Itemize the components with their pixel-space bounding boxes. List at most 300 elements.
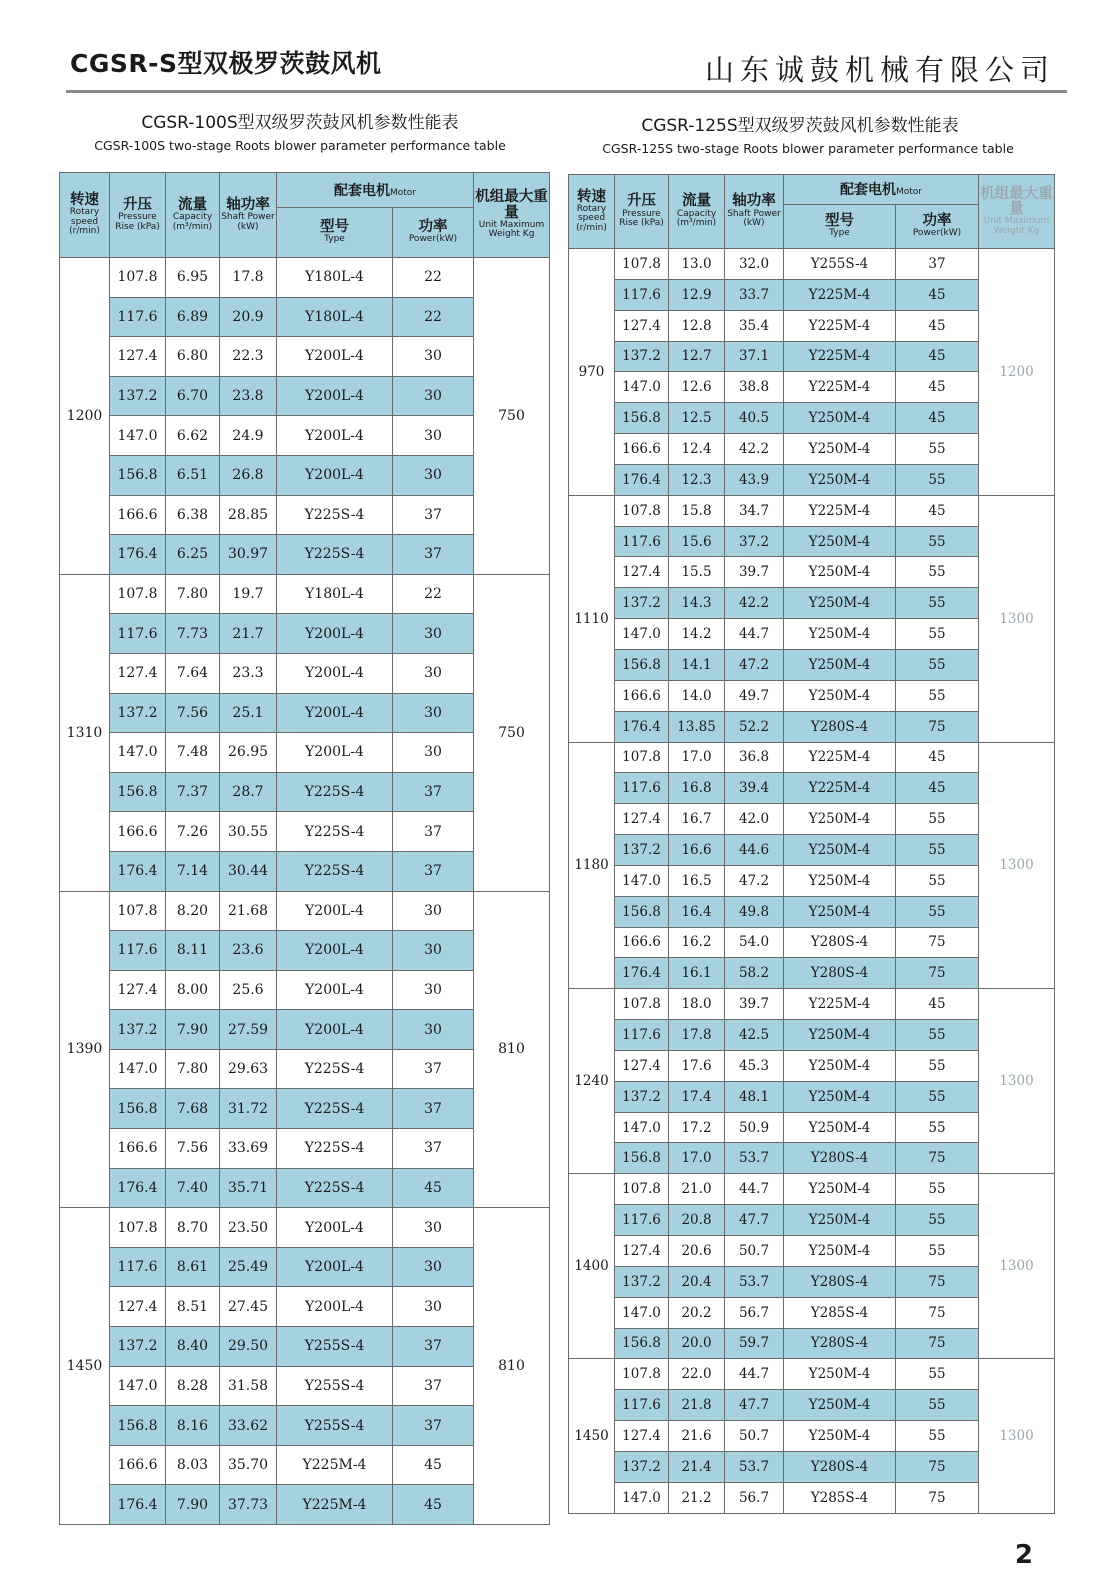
motor-type-cell: Y280S-4 [784, 927, 896, 958]
capacity-cell: 17.6 [669, 1050, 725, 1081]
motor-type-cell: Y225M-4 [784, 742, 896, 773]
motor-type-cell: Y200L-4 [277, 416, 393, 456]
pressure-cell: 107.8 [110, 891, 166, 931]
speed-cell: 1110 [569, 495, 615, 742]
shaft-power-cell: 56.7 [725, 1482, 784, 1513]
capacity-cell: 16.4 [669, 896, 725, 927]
motor-power-cell: 55 [896, 434, 979, 465]
motor-type-cell: Y250M-4 [784, 1081, 896, 1112]
pressure-cell: 117.6 [615, 773, 669, 804]
shaft-power-cell: 44.7 [725, 1174, 784, 1205]
motor-type-cell: Y255S-4 [277, 1406, 393, 1446]
motor-power-cell: 37 [393, 1129, 474, 1169]
capacity-cell: 7.80 [166, 1049, 220, 1089]
pressure-cell: 107.8 [615, 742, 669, 773]
capacity-cell: 6.62 [166, 416, 220, 456]
motor-power-cell: 45 [393, 1445, 474, 1485]
weight-cell: 1300 [979, 1359, 1055, 1513]
motor-type-cell: Y250M-4 [784, 1112, 896, 1143]
motor-type-cell: Y225M-4 [277, 1445, 393, 1485]
motor-power-cell: 30 [393, 891, 474, 931]
shaft-power-cell: 33.69 [220, 1129, 277, 1169]
header-shaft-power: 轴功率 Shaft Power (kW) [220, 173, 277, 258]
capacity-cell: 6.25 [166, 535, 220, 575]
pressure-cell: 176.4 [110, 851, 166, 891]
shaft-power-cell: 35.4 [725, 310, 784, 341]
motor-type-cell: Y200L-4 [277, 455, 393, 495]
motor-type-cell: Y225S-4 [277, 812, 393, 852]
capacity-cell: 15.5 [669, 557, 725, 588]
shaft-power-cell: 17.8 [220, 258, 277, 298]
motor-type-cell: Y200L-4 [277, 891, 393, 931]
shaft-power-cell: 52.2 [725, 711, 784, 742]
pressure-cell: 107.8 [615, 1359, 669, 1390]
pressure-cell: 137.2 [615, 341, 669, 372]
capacity-cell: 8.20 [166, 891, 220, 931]
motor-type-cell: Y250M-4 [784, 434, 896, 465]
capacity-cell: 12.9 [669, 279, 725, 310]
capacity-cell: 21.8 [669, 1390, 725, 1421]
motor-power-cell: 55 [896, 804, 979, 835]
pressure-cell: 117.6 [615, 526, 669, 557]
shaft-power-cell: 26.95 [220, 733, 277, 773]
speed-cell: 1450 [569, 1359, 615, 1513]
pressure-cell: 176.4 [110, 1168, 166, 1208]
pressure-cell: 147.0 [615, 1112, 669, 1143]
pressure-cell: 107.8 [110, 1208, 166, 1248]
motor-type-cell: Y250M-4 [784, 403, 896, 434]
motor-type-cell: Y250M-4 [784, 1205, 896, 1236]
motor-type-cell: Y200L-4 [277, 1010, 393, 1050]
shaft-power-cell: 38.8 [725, 372, 784, 403]
pressure-cell: 137.2 [615, 835, 669, 866]
capacity-cell: 20.0 [669, 1328, 725, 1359]
weight-cell: 1200 [979, 249, 1055, 496]
pressure-cell: 166.6 [615, 434, 669, 465]
pressure-cell: 147.0 [110, 733, 166, 773]
shaft-power-cell: 19.7 [220, 574, 277, 614]
motor-type-cell: Y200L-4 [277, 693, 393, 733]
capacity-cell: 15.8 [669, 495, 725, 526]
pressure-cell: 156.8 [110, 1406, 166, 1446]
pressure-cell: 156.8 [110, 455, 166, 495]
pressure-cell: 127.4 [615, 310, 669, 341]
capacity-cell: 8.00 [166, 970, 220, 1010]
motor-power-cell: 45 [896, 403, 979, 434]
weight-cell: 1300 [979, 989, 1055, 1174]
shaft-power-cell: 23.8 [220, 376, 277, 416]
motor-power-cell: 30 [393, 693, 474, 733]
shaft-power-cell: 53.7 [725, 1266, 784, 1297]
shaft-power-cell: 50.7 [725, 1421, 784, 1452]
pressure-cell: 127.4 [615, 1050, 669, 1081]
pressure-cell: 137.2 [615, 588, 669, 619]
pressure-cell: 147.0 [615, 865, 669, 896]
pressure-cell: 117.6 [615, 1390, 669, 1421]
pressure-cell: 147.0 [110, 1049, 166, 1089]
motor-type-cell: Y250M-4 [784, 1236, 896, 1267]
pressure-cell: 147.0 [110, 1366, 166, 1406]
pressure-cell: 156.8 [615, 896, 669, 927]
speed-cell: 1390 [60, 891, 110, 1208]
shaft-power-cell: 56.7 [725, 1297, 784, 1328]
capacity-cell: 16.5 [669, 865, 725, 896]
weight-cell: 1300 [979, 742, 1055, 989]
motor-type-cell: Y250M-4 [784, 804, 896, 835]
shaft-power-cell: 50.9 [725, 1112, 784, 1143]
shaft-power-cell: 53.7 [725, 1451, 784, 1482]
capacity-cell: 7.37 [166, 772, 220, 812]
pressure-cell: 166.6 [110, 1129, 166, 1169]
header-weight: 机组最大重量 Unit Maximum Weight Kg [979, 175, 1055, 249]
motor-power-cell: 45 [896, 279, 979, 310]
weight-cell: 1300 [979, 1174, 1055, 1359]
motor-type-cell: Y280S-4 [784, 1328, 896, 1359]
shaft-power-cell: 34.7 [725, 495, 784, 526]
shaft-power-cell: 47.7 [725, 1390, 784, 1421]
motor-power-cell: 55 [896, 1421, 979, 1452]
motor-power-cell: 30 [393, 1287, 474, 1327]
capacity-cell: 17.0 [669, 742, 725, 773]
motor-power-cell: 45 [896, 372, 979, 403]
motor-power-cell: 55 [896, 649, 979, 680]
motor-power-cell: 37 [393, 772, 474, 812]
motor-power-cell: 75 [896, 927, 979, 958]
pressure-cell: 127.4 [110, 337, 166, 377]
motor-type-cell: Y250M-4 [784, 835, 896, 866]
pressure-cell: 176.4 [110, 535, 166, 575]
motor-power-cell: 55 [896, 557, 979, 588]
pressure-cell: 127.4 [615, 804, 669, 835]
capacity-cell: 12.5 [669, 403, 725, 434]
pressure-cell: 117.6 [615, 1205, 669, 1236]
pressure-cell: 117.6 [615, 1020, 669, 1051]
capacity-cell: 21.6 [669, 1421, 725, 1452]
capacity-cell: 6.51 [166, 455, 220, 495]
motor-power-cell: 37 [393, 1406, 474, 1446]
capacity-cell: 7.90 [166, 1010, 220, 1050]
motor-type-cell: Y250M-4 [784, 1050, 896, 1081]
motor-power-cell: 75 [896, 711, 979, 742]
header-divider [66, 90, 1067, 93]
shaft-power-cell: 50.7 [725, 1236, 784, 1267]
pressure-cell: 127.4 [615, 1421, 669, 1452]
motor-power-cell: 55 [896, 1020, 979, 1051]
motor-power-cell: 45 [896, 341, 979, 372]
motor-type-cell: Y280S-4 [784, 1143, 896, 1174]
capacity-cell: 12.3 [669, 464, 725, 495]
motor-power-cell: 55 [896, 619, 979, 650]
motor-power-cell: 45 [896, 310, 979, 341]
motor-type-cell: Y225M-4 [784, 989, 896, 1020]
motor-type-cell: Y180L-4 [277, 297, 393, 337]
shaft-power-cell: 20.9 [220, 297, 277, 337]
shaft-power-cell: 48.1 [725, 1081, 784, 1112]
motor-power-cell: 22 [393, 258, 474, 298]
right-table-title: CGSR-125S型双级罗茨鼓风机参数性能表 [641, 116, 959, 136]
motor-type-cell: Y200L-4 [277, 1247, 393, 1287]
motor-type-cell: Y180L-4 [277, 258, 393, 298]
motor-power-cell: 75 [896, 1328, 979, 1359]
weight-cell: 1300 [979, 495, 1055, 742]
capacity-cell: 7.68 [166, 1089, 220, 1129]
pressure-cell: 166.6 [615, 927, 669, 958]
motor-power-cell: 30 [393, 1247, 474, 1287]
shaft-power-cell: 26.8 [220, 455, 277, 495]
motor-power-cell: 55 [896, 835, 979, 866]
motor-power-cell: 75 [896, 1297, 979, 1328]
pressure-cell: 137.2 [110, 693, 166, 733]
capacity-cell: 8.16 [166, 1406, 220, 1446]
motor-type-cell: Y255S-4 [277, 1366, 393, 1406]
capacity-cell: 21.2 [669, 1482, 725, 1513]
motor-type-cell: Y225S-4 [277, 851, 393, 891]
motor-power-cell: 55 [896, 526, 979, 557]
motor-power-cell: 37 [393, 1049, 474, 1089]
shaft-power-cell: 59.7 [725, 1328, 784, 1359]
shaft-power-cell: 47.2 [725, 649, 784, 680]
shaft-power-cell: 44.7 [725, 1359, 784, 1390]
motor-power-cell: 30 [393, 337, 474, 377]
motor-type-cell: Y200L-4 [277, 614, 393, 654]
header-motor-type: 型号 Type [784, 205, 896, 249]
motor-type-cell: Y250M-4 [784, 865, 896, 896]
capacity-cell: 12.6 [669, 372, 725, 403]
pressure-cell: 166.6 [110, 1445, 166, 1485]
motor-type-cell: Y250M-4 [784, 1421, 896, 1452]
pressure-cell: 117.6 [110, 931, 166, 971]
shaft-power-cell: 43.9 [725, 464, 784, 495]
table-row [60, 574, 550, 614]
speed-cell: 970 [569, 249, 615, 496]
header-speed: 转速 Rotary speed (r/min) [60, 173, 110, 258]
header-pressure: 升压 Pressure Rise (kPa) [615, 175, 669, 249]
capacity-cell: 6.70 [166, 376, 220, 416]
header-pressure: 升压 Pressure Rise (kPa) [110, 173, 166, 258]
header-shaft-power: 轴功率 Shaft Power (kW) [725, 175, 784, 249]
motor-power-cell: 45 [393, 1168, 474, 1208]
motor-type-cell: Y255S-4 [277, 1327, 393, 1367]
motor-power-cell: 30 [393, 376, 474, 416]
capacity-cell: 8.40 [166, 1327, 220, 1367]
motor-power-cell: 55 [896, 865, 979, 896]
motor-type-cell: Y200L-4 [277, 653, 393, 693]
motor-power-cell: 45 [896, 495, 979, 526]
motor-type-cell: Y225M-4 [784, 372, 896, 403]
capacity-cell: 22.0 [669, 1359, 725, 1390]
table-row [60, 258, 550, 298]
capacity-cell: 21.4 [669, 1451, 725, 1482]
shaft-power-cell: 42.2 [725, 588, 784, 619]
motor-type-cell: Y225S-4 [277, 495, 393, 535]
shaft-power-cell: 42.2 [725, 434, 784, 465]
motor-power-cell: 30 [393, 614, 474, 654]
shaft-power-cell: 53.7 [725, 1143, 784, 1174]
pressure-cell: 156.8 [615, 1143, 669, 1174]
motor-type-cell: Y280S-4 [784, 958, 896, 989]
pressure-cell: 147.0 [615, 372, 669, 403]
pressure-cell: 147.0 [615, 619, 669, 650]
motor-type-cell: Y250M-4 [784, 1020, 896, 1051]
capacity-cell: 6.89 [166, 297, 220, 337]
motor-type-cell: Y280S-4 [784, 1451, 896, 1482]
capacity-cell: 17.2 [669, 1112, 725, 1143]
motor-type-cell: Y255S-4 [784, 249, 896, 280]
shaft-power-cell: 47.2 [725, 865, 784, 896]
motor-type-cell: Y225S-4 [277, 772, 393, 812]
shaft-power-cell: 36.8 [725, 742, 784, 773]
table-row [60, 891, 550, 931]
capacity-cell: 8.28 [166, 1366, 220, 1406]
motor-type-cell: Y250M-4 [784, 464, 896, 495]
motor-type-cell: Y200L-4 [277, 337, 393, 377]
capacity-cell: 7.73 [166, 614, 220, 654]
motor-power-cell: 75 [896, 1266, 979, 1297]
motor-type-cell: Y250M-4 [784, 649, 896, 680]
motor-type-cell: Y200L-4 [277, 1287, 393, 1327]
shaft-power-cell: 54.0 [725, 927, 784, 958]
capacity-cell: 7.64 [166, 653, 220, 693]
left-table-title: CGSR-100S型双级罗茨鼓风机参数性能表 [141, 113, 459, 133]
motor-power-cell: 55 [896, 464, 979, 495]
pressure-cell: 176.4 [110, 1485, 166, 1525]
shaft-power-cell: 30.97 [220, 535, 277, 575]
shaft-power-cell: 27.59 [220, 1010, 277, 1050]
page-number: 2 [1014, 1540, 1033, 1570]
shaft-power-cell: 31.72 [220, 1089, 277, 1129]
motor-type-cell: Y200L-4 [277, 733, 393, 773]
motor-power-cell: 45 [896, 742, 979, 773]
motor-power-cell: 75 [896, 958, 979, 989]
motor-type-cell: Y225M-4 [784, 773, 896, 804]
capacity-cell: 14.1 [669, 649, 725, 680]
motor-type-cell: Y225M-4 [784, 495, 896, 526]
shaft-power-cell: 44.7 [725, 619, 784, 650]
capacity-cell: 20.8 [669, 1205, 725, 1236]
motor-type-cell: Y280S-4 [784, 1266, 896, 1297]
weight-cell: 810 [474, 891, 550, 1208]
shaft-power-cell: 21.7 [220, 614, 277, 654]
motor-type-cell: Y250M-4 [784, 1174, 896, 1205]
pressure-cell: 107.8 [615, 989, 669, 1020]
motor-type-cell: Y225M-4 [784, 310, 896, 341]
shaft-power-cell: 49.7 [725, 680, 784, 711]
motor-power-cell: 75 [896, 1451, 979, 1482]
pressure-cell: 176.4 [615, 711, 669, 742]
motor-power-cell: 30 [393, 931, 474, 971]
pressure-cell: 166.6 [110, 495, 166, 535]
shaft-power-cell: 30.44 [220, 851, 277, 891]
motor-power-cell: 37 [393, 851, 474, 891]
shaft-power-cell: 44.6 [725, 835, 784, 866]
capacity-cell: 7.48 [166, 733, 220, 773]
capacity-cell: 7.56 [166, 693, 220, 733]
table-row [569, 1359, 1055, 1390]
capacity-cell: 20.6 [669, 1236, 725, 1267]
shaft-power-cell: 47.7 [725, 1205, 784, 1236]
pressure-cell: 156.8 [110, 1089, 166, 1129]
table-row [569, 249, 1055, 280]
shaft-power-cell: 23.6 [220, 931, 277, 971]
shaft-power-cell: 21.68 [220, 891, 277, 931]
shaft-power-cell: 35.70 [220, 1445, 277, 1485]
header-motor: 配套电机Motor [277, 173, 474, 208]
capacity-cell: 8.51 [166, 1287, 220, 1327]
pressure-cell: 137.2 [615, 1451, 669, 1482]
shaft-power-cell: 29.50 [220, 1327, 277, 1367]
page-title: CGSR-S型双极罗茨鼓风机 [70, 49, 382, 78]
capacity-cell: 6.38 [166, 495, 220, 535]
motor-type-cell: Y250M-4 [784, 1390, 896, 1421]
speed-cell: 1200 [60, 258, 110, 575]
capacity-cell: 8.03 [166, 1445, 220, 1485]
header-motor: 配套电机Motor [784, 175, 979, 205]
motor-type-cell: Y285S-4 [784, 1297, 896, 1328]
motor-type-cell: Y250M-4 [784, 588, 896, 619]
shaft-power-cell: 29.63 [220, 1049, 277, 1089]
header-weight: 机组最大重量 Unit Maximum Weight Kg [474, 173, 550, 258]
shaft-power-cell: 39.7 [725, 989, 784, 1020]
pressure-cell: 156.8 [615, 403, 669, 434]
capacity-cell: 7.40 [166, 1168, 220, 1208]
table-row [60, 1208, 550, 1248]
capacity-cell: 16.2 [669, 927, 725, 958]
pressure-cell: 127.4 [615, 557, 669, 588]
pressure-cell: 107.8 [110, 574, 166, 614]
motor-power-cell: 55 [896, 1081, 979, 1112]
motor-power-cell: 55 [896, 680, 979, 711]
table-row [569, 1174, 1055, 1205]
pressure-cell: 166.6 [110, 812, 166, 852]
motor-type-cell: Y225M-4 [784, 341, 896, 372]
motor-type-cell: Y250M-4 [784, 1359, 896, 1390]
motor-type-cell: Y225M-4 [277, 1485, 393, 1525]
capacity-cell: 6.80 [166, 337, 220, 377]
shaft-power-cell: 42.5 [725, 1020, 784, 1051]
shaft-power-cell: 30.55 [220, 812, 277, 852]
capacity-cell: 14.0 [669, 680, 725, 711]
capacity-cell: 13.85 [669, 711, 725, 742]
shaft-power-cell: 23.3 [220, 653, 277, 693]
right-table-body [569, 249, 1055, 1514]
motor-type-cell: Y225S-4 [277, 1168, 393, 1208]
pressure-cell: 117.6 [110, 297, 166, 337]
capacity-cell: 12.4 [669, 434, 725, 465]
motor-type-cell: Y225S-4 [277, 1049, 393, 1089]
pressure-cell: 107.8 [110, 258, 166, 298]
motor-power-cell: 75 [896, 1482, 979, 1513]
motor-type-cell: Y225S-4 [277, 535, 393, 575]
pressure-cell: 156.8 [615, 1328, 669, 1359]
header-motor-power: 功率 Power(kW) [896, 205, 979, 249]
left-table-body [60, 258, 550, 1525]
motor-power-cell: 37 [393, 812, 474, 852]
shaft-power-cell: 23.50 [220, 1208, 277, 1248]
motor-power-cell: 37 [393, 1089, 474, 1129]
right-table-subtitle: CGSR-125S two-stage Roots blower parameter performance table [602, 141, 1014, 156]
pressure-cell: 107.8 [615, 249, 669, 280]
motor-type-cell: Y200L-4 [277, 376, 393, 416]
shaft-power-cell: 37.73 [220, 1485, 277, 1525]
capacity-cell: 7.56 [166, 1129, 220, 1169]
pressure-cell: 156.8 [615, 649, 669, 680]
motor-power-cell: 37 [393, 1366, 474, 1406]
capacity-cell: 7.90 [166, 1485, 220, 1525]
capacity-cell: 20.2 [669, 1297, 725, 1328]
capacity-cell: 15.6 [669, 526, 725, 557]
shaft-power-cell: 32.0 [725, 249, 784, 280]
weight-cell: 750 [474, 574, 550, 891]
